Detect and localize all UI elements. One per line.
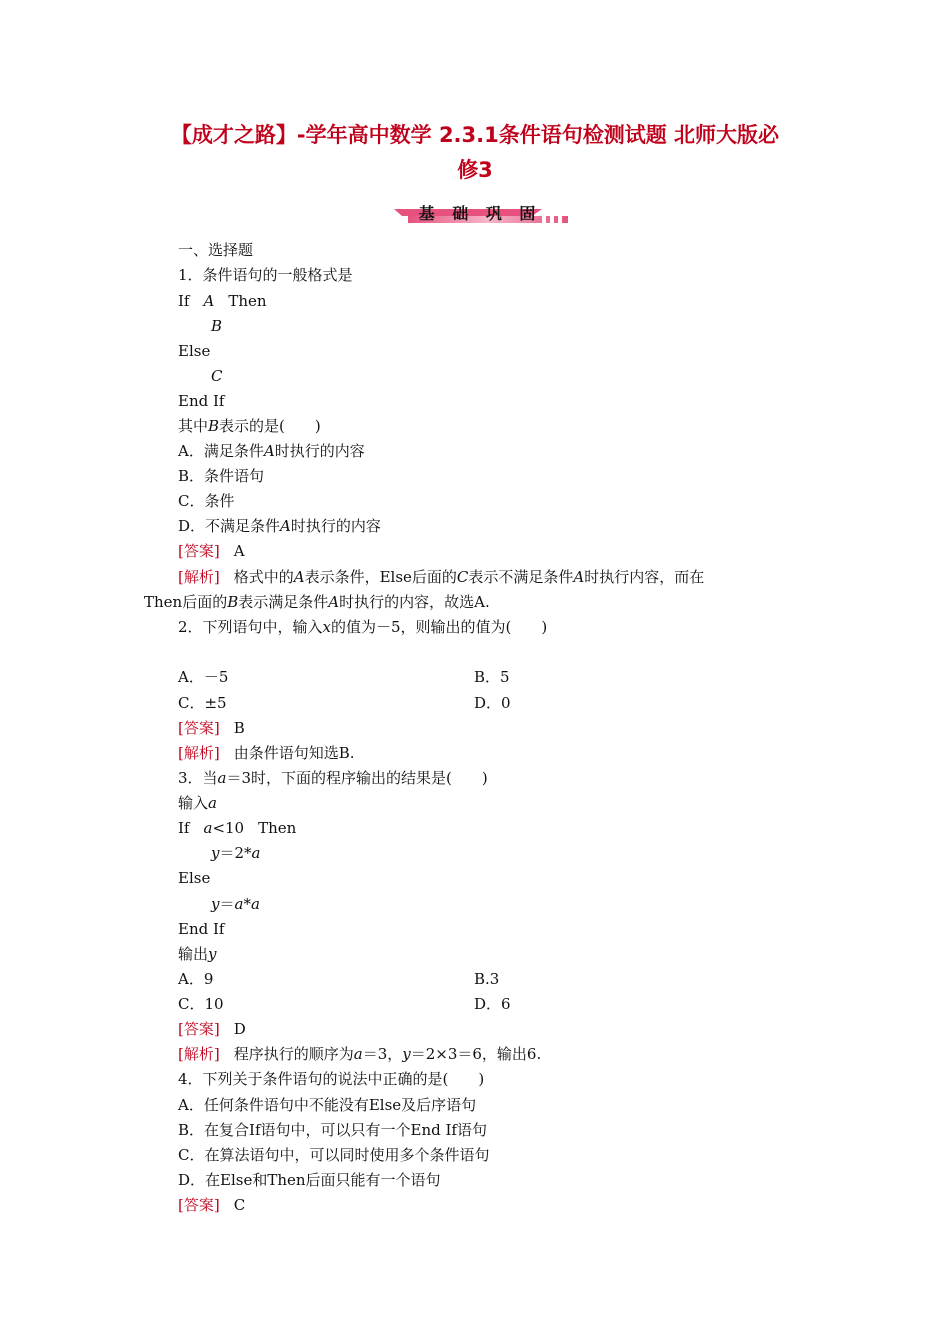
q1-answer: [答案] A <box>178 542 245 560</box>
q3-code-endif-line: End If <box>178 920 225 938</box>
q2-option-b: B．5 <box>474 668 510 686</box>
document-title-line-2: 修3 <box>457 158 493 182</box>
section-banner <box>392 203 568 227</box>
q1-analysis-line-2: Then后面的B表示满足条件A时执行的内容，故选A. <box>144 593 490 611</box>
q1-code-b-line: B <box>211 317 223 335</box>
q2-analysis: [解析] 由条件语句知选B. <box>178 744 355 762</box>
banner-label: 基 础 巩 固 <box>418 204 542 223</box>
q4-option-d: D．在Else和Then后面只能有一个语句 <box>178 1171 441 1189</box>
q3-code-input-line: 输入a <box>178 794 217 812</box>
q4-answer: [答案] C <box>178 1196 246 1214</box>
q3-code-else-line: Else <box>178 869 211 887</box>
q1-option-d: D．不满足条件A时执行的内容 <box>178 517 381 535</box>
q3-code-y1-line: y＝2*a <box>211 844 261 862</box>
q1-option-c: C．条件 <box>178 492 235 510</box>
q2-option-d: D．0 <box>474 694 511 712</box>
q1-code-endif-line: End If <box>178 392 225 410</box>
q3-stem: 3．当a＝3时，下面的程序输出的结果是( ) <box>178 769 488 787</box>
q4-stem: 4．下列关于条件语句的说法中正确的是( ) <box>178 1070 485 1088</box>
q3-option-a: A．9 <box>178 970 214 988</box>
q1-option-a: A．满足条件A时执行的内容 <box>178 442 365 460</box>
q1-code-c-line: C <box>211 367 223 385</box>
q3-answer: [答案] D <box>178 1020 246 1038</box>
q3-option-b: B.3 <box>474 970 500 988</box>
q3-option-d: D．6 <box>474 995 511 1013</box>
q1-code-if-line: If A Then <box>178 292 267 310</box>
q1-stem: 1．条件语句的一般格式是 <box>178 266 353 284</box>
q4-option-c: C．在算法语句中，可以同时使用多个条件语句 <box>178 1146 490 1164</box>
section-heading: 一、选择题 <box>178 241 254 259</box>
q3-analysis: [解析] 程序执行的顺序为a＝3，y＝2×3＝6，输出6. <box>178 1045 542 1063</box>
q3-code-if-line: If a<10 Then <box>178 819 297 837</box>
q1-option-b: B．条件语句 <box>178 467 265 485</box>
q2-answer: [答案] B <box>178 719 245 737</box>
document-title-line-1: 【成才之路】-学年高中数学 2.3.1条件语句检测试题 北师大版必 <box>170 123 780 147</box>
q1-analysis-line-1: [解析] 格式中的A表示条件，Else后面的C表示不满足条件A时执行内容，而在 <box>178 568 705 586</box>
q3-code-output-line: 输出y <box>178 945 217 963</box>
q4-option-a: A．任何条件语句中不能没有Else及后序语句 <box>178 1096 477 1114</box>
q4-option-b: B．在复合If语句中，可以只有一个End If语句 <box>178 1121 487 1139</box>
q2-option-c: C．±5 <box>178 694 227 712</box>
q3-code-y2-line: y＝a*a <box>211 895 260 913</box>
q3-option-c: C．10 <box>178 995 224 1013</box>
q2-stem: 2．下列语句中，输入x的值为－5，则输出的值为( ) <box>178 618 548 636</box>
q1-ask: 其中B表示的是( ) <box>178 417 321 435</box>
q1-code-else-line: Else <box>178 342 211 360</box>
q2-option-a: A．－5 <box>178 668 229 686</box>
